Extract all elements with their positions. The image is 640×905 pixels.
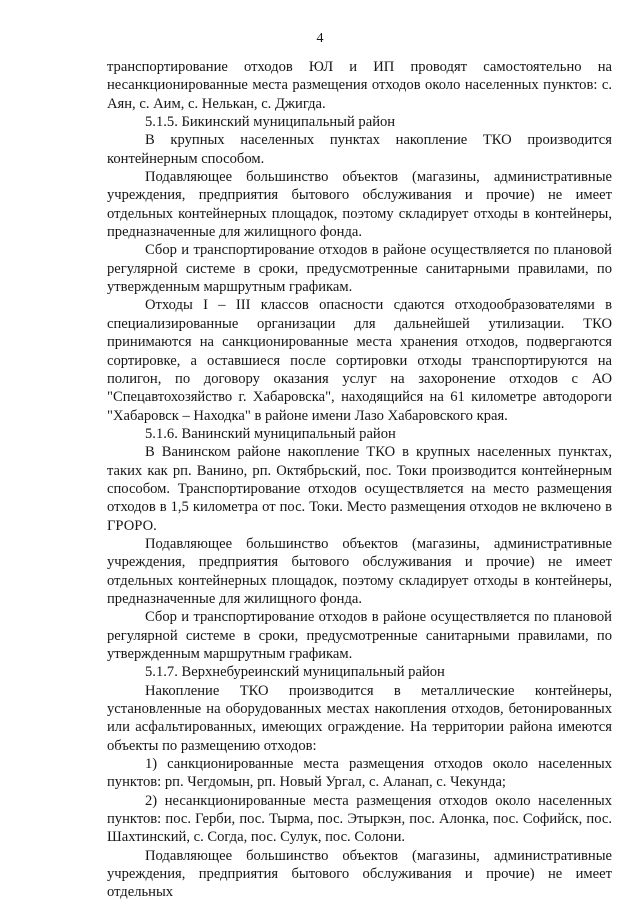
paragraph: Подавляющее большинство объектов (магазины, административные учреждения, предприятия бытового обслуживания и прочие) не имеет отдельных контейнерных площадок, поэтому складирует отходы в контейнеры, предназначенные для жилищного фонда. (107, 535, 612, 607)
paragraph: Подавляющее большинство объектов (магазины, административные учреждения, предприятия бытового обслуживания и прочие) не имеет отдельных (107, 847, 612, 901)
list-item: 1) санкционированные места размещения отходов около населенных пунктов: рп. Чегдомын, рп. Новый Ургал, с. Аланап, с. Чекунда; (107, 756, 612, 791)
paragraph: Подавляющее большинство объектов (магазины, административные учреждения, предприятия бытового обслуживания и прочие) не имеет отдельных контейнерных площадок, поэтому складирует отходы в контейнеры, предназначенные для жилищного фонда. (107, 169, 612, 241)
paragraph: Сбор и транспортирование отходов в районе осуществляется по плановой регулярной системе в сроки, предусмотренные санитарными правилами, по утвержденным маршрутным графикам. (107, 242, 612, 296)
section-heading-5-1-7: 5.1.7. Верхнебуреинский муниципальный район (145, 664, 445, 681)
paragraph: В крупных населенных пунктах накопление ТКО производится контейнерным способом. (107, 132, 612, 167)
section-heading-5-1-5: 5.1.5. Бикинский муниципальный район (145, 114, 396, 131)
paragraph: Накопление ТКО производится в металлические контейнеры, установленные на оборудованных местах накопления отходов, бетонированных или асфальтированных, имеющих ограждение. На территории района имеются объекты по размещению отходов: (107, 682, 612, 754)
paragraph: Отходы I – III классов опасности сдаются отходообразователями в специализированные организации для дальнейшей утилизации. ТКО принимаются на санкционированные места хранения отходов, подвергаются сортировке, а оставшиеся после сортировки отходы транспортируются на полигон, по договору оказания услуг на захоронение отходов с АО "Спецавтохозяйство г. Хабаровска", находящийся на 61 километре автодороги "Хабаровск – Находка" в районе имени Лазо Хабаровского края. (107, 297, 612, 424)
paragraph: Сбор и транспортирование отходов в районе осуществляется по плановой регулярной системе в сроки, предусмотренные санитарными правилами, по утвержденным маршрутным графикам. (107, 609, 612, 662)
document-body (107, 58, 612, 902)
page-number: 4 (316, 31, 324, 46)
paragraph: В Ванинском районе накопление ТКО в крупных населенных пунктах, таких как рп. Ванино, рп. Октябрьский, пос. Токи производится контейнерным способом. Транспортирование отходов осуществляется на место размещения отходов в 1,5 километра от пос. Токи. Место размещения отходов не включено в ГРОРО. (107, 444, 612, 534)
list-item: 2) несанкционированные места размещения отходов около населенных пунктов: пос. Герби, пос. Тырма, пос. Этыркэн, пос. Алонка, пос. Софийск, пос. Шахтинский, с. Согда, пос. Сулук, пос. Солони. (107, 792, 612, 846)
section-heading-5-1-6: 5.1.6. Ванинский муниципальный район (145, 425, 396, 442)
paragraph-continuation: транспортирование отходов ЮЛ и ИП проводят самостоятельно на несанкционированные места размещения отходов около населенных пунктов: с. Аян, с. Аим, с. Нелькан, с. Джигда. (107, 59, 612, 112)
